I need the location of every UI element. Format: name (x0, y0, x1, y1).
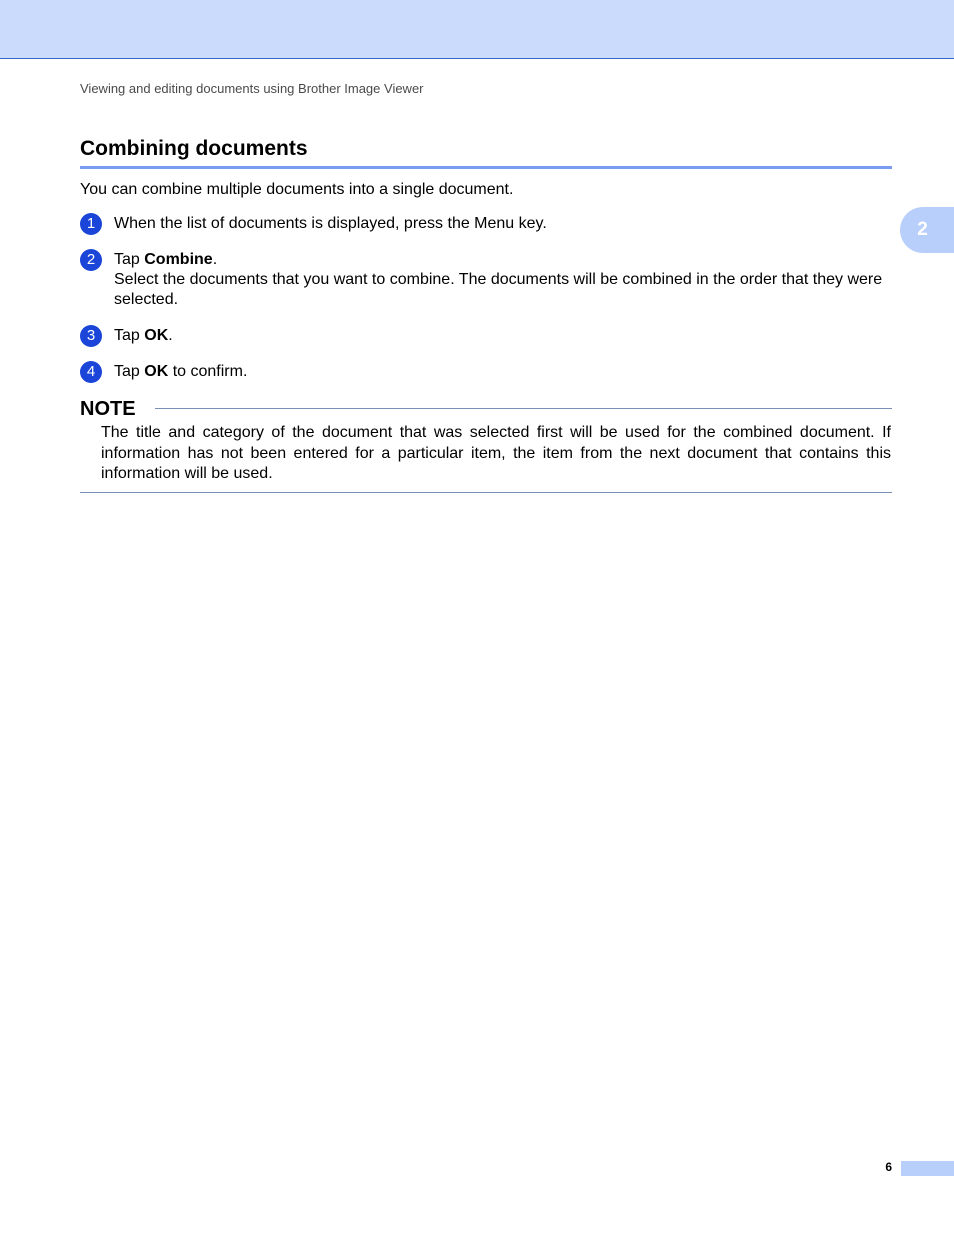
section-title: Combining documents (80, 137, 308, 160)
step-detail: Select the documents that you want to combine. The documents will be combined in the order that they were selected. (114, 271, 883, 308)
step-text-post: to confirm. (168, 363, 248, 380)
chapter-tab-label: 2 (917, 219, 928, 240)
running-header: Viewing and editing documents using Brother Image Viewer (80, 81, 424, 96)
note-title: NOTE (80, 398, 136, 420)
step-text-pre: Tap (114, 363, 145, 380)
page-number-band (901, 1161, 954, 1176)
step-text-pre: Tap (114, 251, 145, 268)
step-keyword: OK (144, 363, 169, 380)
step-number-icon: 1 (80, 213, 102, 235)
step-text (114, 362, 894, 382)
note-body: The title and category of the document that was selected first will be used for the combined document. If information has not been entered for a particular item, the item from the next document that contains this information will be used. (101, 424, 891, 482)
intro-paragraph: You can combine multiple documents into a single document. (80, 181, 514, 198)
step-text: When the list of documents is displayed, press the Menu key. (114, 215, 547, 232)
step-number-icon: 3 (80, 325, 102, 347)
step-text (114, 326, 894, 346)
step-keyword: Combine (144, 251, 213, 268)
step-number-icon: 2 (80, 249, 102, 271)
note-bottom-rule (80, 492, 892, 493)
step-keyword: OK (144, 327, 169, 344)
step-text-pre: Tap (114, 327, 145, 344)
page-number: 6 (885, 1160, 892, 1174)
step-text (114, 250, 894, 310)
chapter-tab (900, 207, 954, 253)
title-underline (80, 166, 892, 169)
step-number-icon: 4 (80, 361, 102, 383)
top-header-band (0, 0, 954, 59)
step-text-post: . (168, 327, 173, 344)
note-top-rule (155, 408, 892, 409)
step-text-post: . (212, 251, 218, 268)
